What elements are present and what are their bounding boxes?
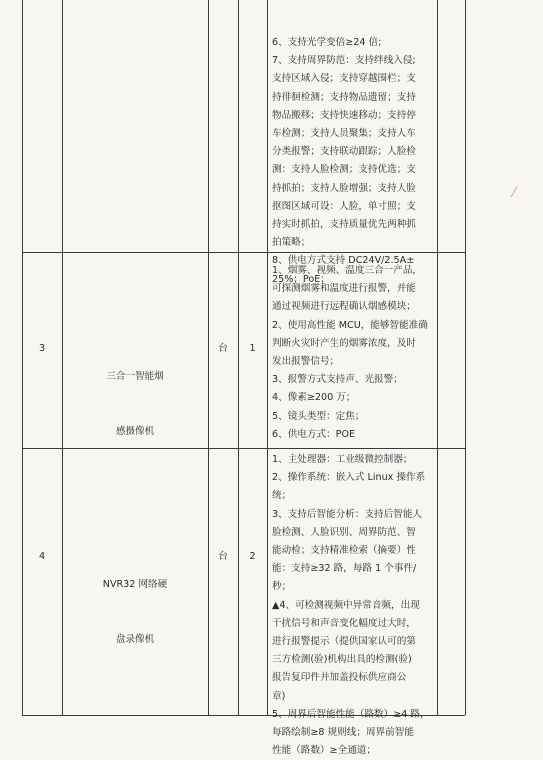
spec-line: 持实时抓拍，支持质量优先两种抓	[272, 219, 416, 231]
spec-line: 报告复印件并加盖投标供应商公	[272, 672, 407, 684]
spec-line: 判断火灾时产生的烟雾浓度，及时	[272, 337, 416, 349]
row-3-name-line: 盘录像机	[115, 634, 155, 646]
spec-line: 能动检；支持精准检索（摘要）性	[272, 545, 416, 557]
spec-line: 25%；PoE；	[272, 273, 330, 285]
spec-line: 拍策略；	[272, 237, 311, 249]
row-3-unit: 台	[218, 551, 228, 562]
row-2-number: 3	[38, 343, 46, 354]
spec-line: 持徘徊检测；支持物品遗留；支持	[272, 91, 416, 103]
spec-line: 物品搬移；支持快速移动；支持停	[272, 109, 416, 121]
spec-line: 性能（路数）≥全通道；	[272, 745, 376, 757]
spec-line: 干扰信号和声音变化幅度过大时，	[272, 617, 416, 629]
spec-line: 脸检测、人脸识别、周界防范、智	[272, 526, 416, 538]
spec-line: 三方检测(验)机构出具的检测(验)	[272, 654, 412, 666]
spec-line: 可探测烟雾和温度进行报警，并能	[272, 283, 416, 295]
spec-line: 能：支持≥32 路，每路 1 个事件/	[272, 563, 417, 575]
spec-line: 7、支持周界防范：支持绊线入侵;	[272, 55, 416, 67]
red-pen-mark: ⁄	[513, 185, 516, 201]
spec-line: 章)	[272, 690, 286, 702]
row-2-name-line: 三合一智能烟	[106, 371, 164, 383]
spec-line: 持抓拍；支持人脸增强；支持人脸	[272, 182, 416, 194]
row-3-name	[62, 540, 208, 686]
row-3-name-line: NVR32 网络硬	[102, 579, 168, 591]
spec-line: 支持区域入侵；支持穿越围栏；支	[272, 73, 416, 85]
spec-line: ▲4、可检测视频中异常音频，出现	[272, 599, 420, 611]
spec-line: 1、烟雾、视频、温度三合一产品，	[272, 265, 423, 276]
spec-line: 车检测；支持人员聚集；支持人车	[272, 128, 416, 140]
spec-line: 每路绘制≥8 规则线；周界前智能	[272, 727, 414, 739]
spec-line: 秒；	[272, 581, 292, 593]
row-2-spec	[272, 262, 437, 444]
spec-line: 5、镜头类型：定焦；	[272, 410, 365, 422]
row-2-name	[62, 332, 208, 478]
spec-line: 2、使用高性能 MCU，能够智能准确	[272, 319, 428, 331]
spec-line: 6、支持光学变倍≥24 倍;	[272, 37, 382, 48]
row-2-unit: 台	[218, 343, 228, 354]
spec-line: 发出报警信号；	[272, 356, 340, 368]
spec-line: 测：支持人脸检测；支持优选；支	[272, 164, 416, 176]
spec-line: 6、供电方式：POE	[272, 428, 356, 440]
spec-line: 4、像素≥200 万；	[272, 392, 356, 404]
spec-line: 分类报警；支持联动跟踪；人脸检	[272, 146, 416, 158]
spec-line: 通过视频进行远程确认烟感模块；	[272, 301, 416, 313]
row-1-spec	[272, 34, 437, 289]
row-3-qty: 2	[249, 551, 256, 562]
spec-line: 3、支持后智能分析：支持后智能人	[272, 508, 423, 520]
spec-line: 进行报警提示（提供国家认可的第	[272, 636, 416, 648]
spec-line: 8、供电方式支持 DC24V/2.5A±	[272, 255, 415, 267]
spec-line: 5、周界后智能性能（路数）≥4 路，	[272, 708, 430, 720]
spec-line: 3、报警方式支持声、光报警；	[272, 374, 403, 386]
row-2-qty: 1	[249, 343, 256, 354]
row-2-name-line: 感摄像机	[115, 426, 155, 438]
spec-line: 1、主处理器：工业级微控制器；	[272, 454, 413, 465]
row-3-spec	[272, 451, 437, 760]
spec-line: 抠图区域可设：人脸，单寸照；支	[272, 200, 416, 212]
row-3-number: 4	[38, 551, 46, 562]
spec-line: 统；	[272, 490, 292, 502]
spec-line: 2、操作系统：嵌入式 Linux 操作系	[272, 472, 426, 484]
